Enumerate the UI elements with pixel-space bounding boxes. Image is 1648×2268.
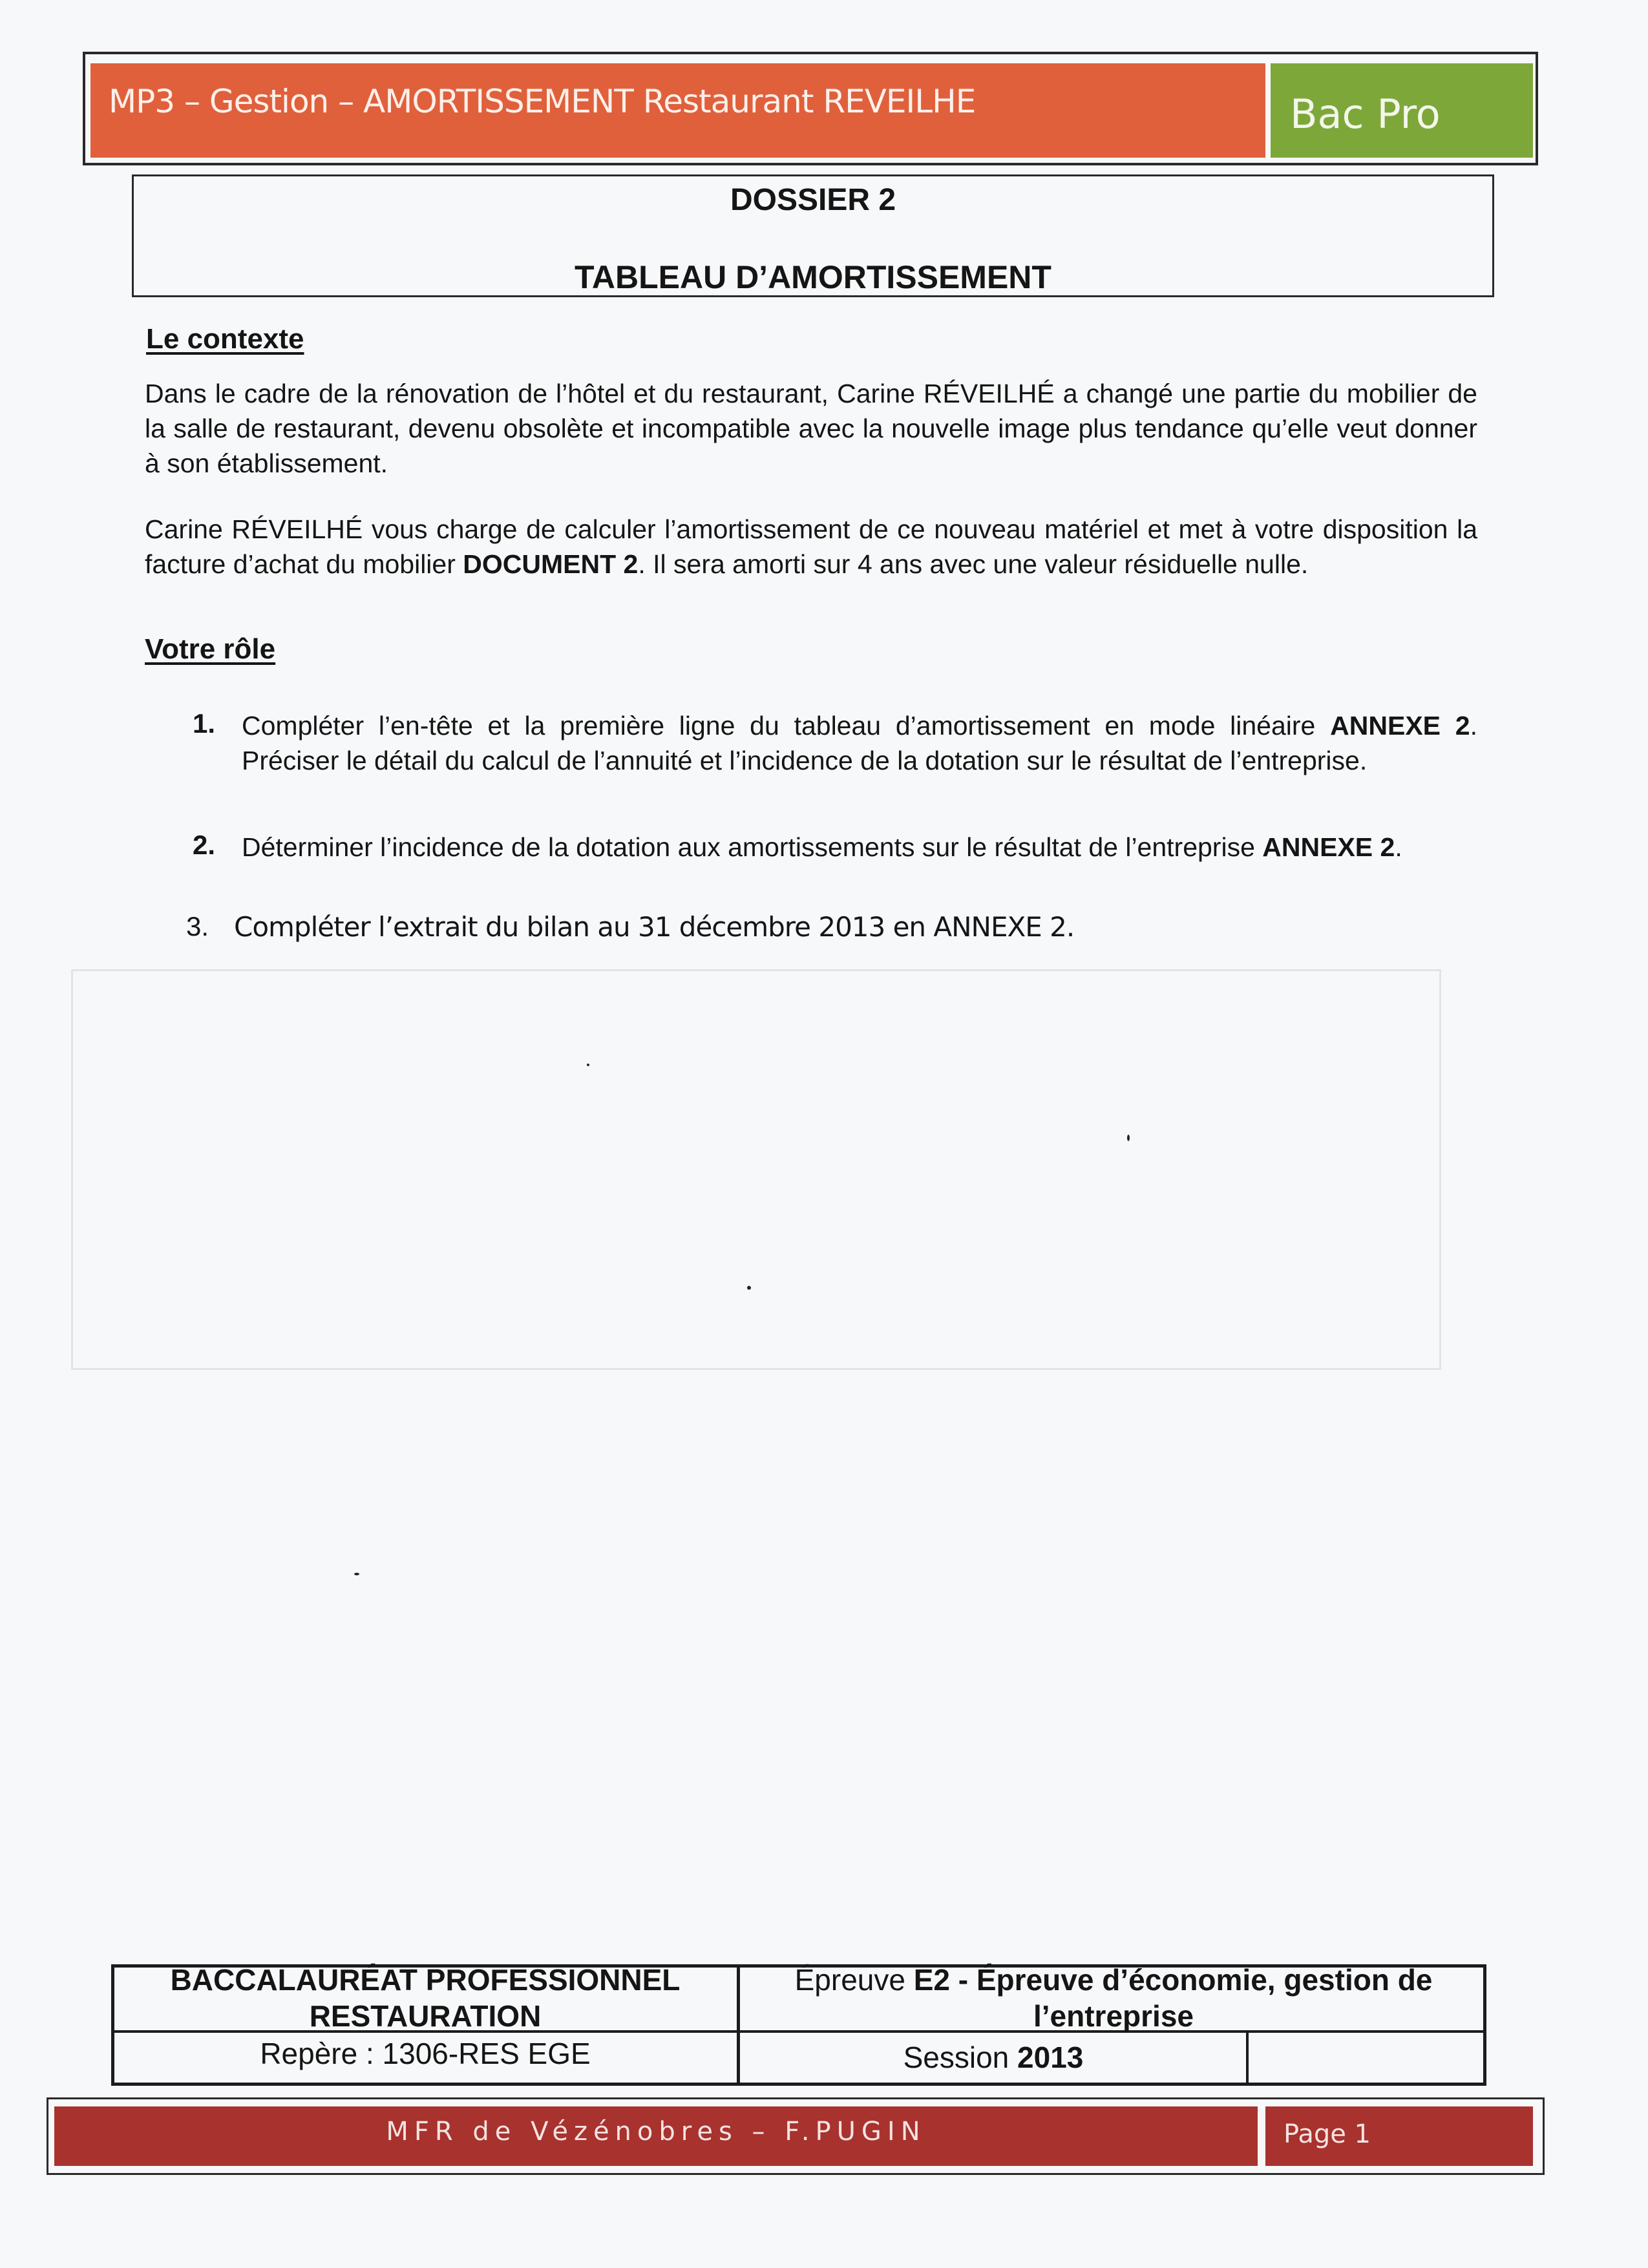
context-heading: Le contexte — [146, 323, 304, 355]
task-2-number: 2. — [193, 830, 216, 860]
task-3-body-end: . — [1066, 911, 1075, 943]
dossier-number: DOSSIER 2 — [730, 183, 896, 217]
epreuve-prefix: Épreuve — [794, 1963, 914, 1997]
task-2-annex: ANNEXE 2 — [1262, 832, 1395, 862]
context-paragraph-2 — [145, 512, 1477, 582]
epreuve-title: - Épreuve d’économie, gestion de l’entreprise — [950, 1963, 1433, 2033]
role-heading: Votre rôle — [145, 633, 276, 665]
session-year: 2013 — [1017, 2041, 1084, 2074]
bleed-table-outline — [71, 969, 1441, 1370]
task-2-body: Déterminer l’incidence de la dotation aux amortissements sur le résultat de l’entreprise — [242, 832, 1255, 862]
header-title: MP3 – Gestion – AMORTISSEMENT Restaurant REVEILHE — [109, 83, 976, 120]
table-divider — [737, 1964, 740, 2086]
diploma-line-1: BACCALAURÉAT PROFESSIONNEL — [170, 1963, 681, 1997]
diploma-line-2: RESTAURATION — [309, 1999, 542, 2033]
epreuve-cell — [743, 1962, 1484, 2034]
epreuve-code: E2 — [913, 1963, 950, 1997]
session-label: Session — [903, 2041, 1018, 2074]
scan-speck — [587, 1064, 589, 1066]
paragraph-2-end: . Il sera amorti sur 4 ans avec une valeur résiduelle nulle. — [638, 549, 1309, 579]
task-1-body: Compléter l’en-tête et la première ligne du tableau d’amortissement en mode linéaire — [242, 711, 1316, 740]
scan-speck — [354, 1573, 359, 1575]
header-badge: Bac Pro — [1290, 90, 1441, 138]
task-1-annex: ANNEXE 2 — [1330, 711, 1470, 740]
session-cell — [741, 2039, 1246, 2075]
dossier-title: TABLEAU D’AMORTISSEMENT — [575, 259, 1051, 295]
bleed-line — [1428, 297, 1435, 326]
task-3-text — [234, 911, 1074, 943]
task-2-body-end: . — [1395, 832, 1402, 862]
scan-speck — [747, 1286, 751, 1290]
footer-author: MFR de Vézénobres – F.PUGIN — [386, 2117, 926, 2147]
table-divider — [1246, 2030, 1249, 2086]
repere-cell: Repère : 1306-RES EGE — [260, 2037, 591, 2070]
task-1-body-end: . Préciser le détail du calcul de l’annuité et l’incidence de la dotation sur le résultat de l’entreprise. — [242, 711, 1477, 775]
context-paragraph-1: Dans le cadre de la rénovation de l’hôtel et du restaurant, Carine RÉVEILHÉ a changé une partie du mobilier de la salle de restaurant, devenu obsolète et incompatible avec la nouvelle image plus tendance qu’elle veut donner à son établissement. — [145, 379, 1477, 478]
scan-speck — [1127, 1135, 1130, 1141]
page-number: Page 1 — [1284, 2119, 1371, 2149]
task-3-number: 3. — [186, 911, 209, 941]
task-3-body: Compléter l’extrait du bilan au 31 décembre 2013 en — [234, 911, 926, 943]
task-1-number: 1. — [193, 708, 216, 739]
task-3-annex: ANNEXE 2 — [933, 911, 1066, 943]
diploma-cell — [114, 1962, 737, 2034]
task-1-text — [242, 708, 1477, 778]
paragraph-2-text: Carine RÉVEILHÉ vous charge de calculer l’amortissement de ce nouveau matériel et met à votre disposition la facture d’achat du mobilier — [145, 514, 1477, 579]
document-reference: DOCUMENT 2 — [463, 549, 639, 579]
task-2-text — [242, 830, 1477, 865]
